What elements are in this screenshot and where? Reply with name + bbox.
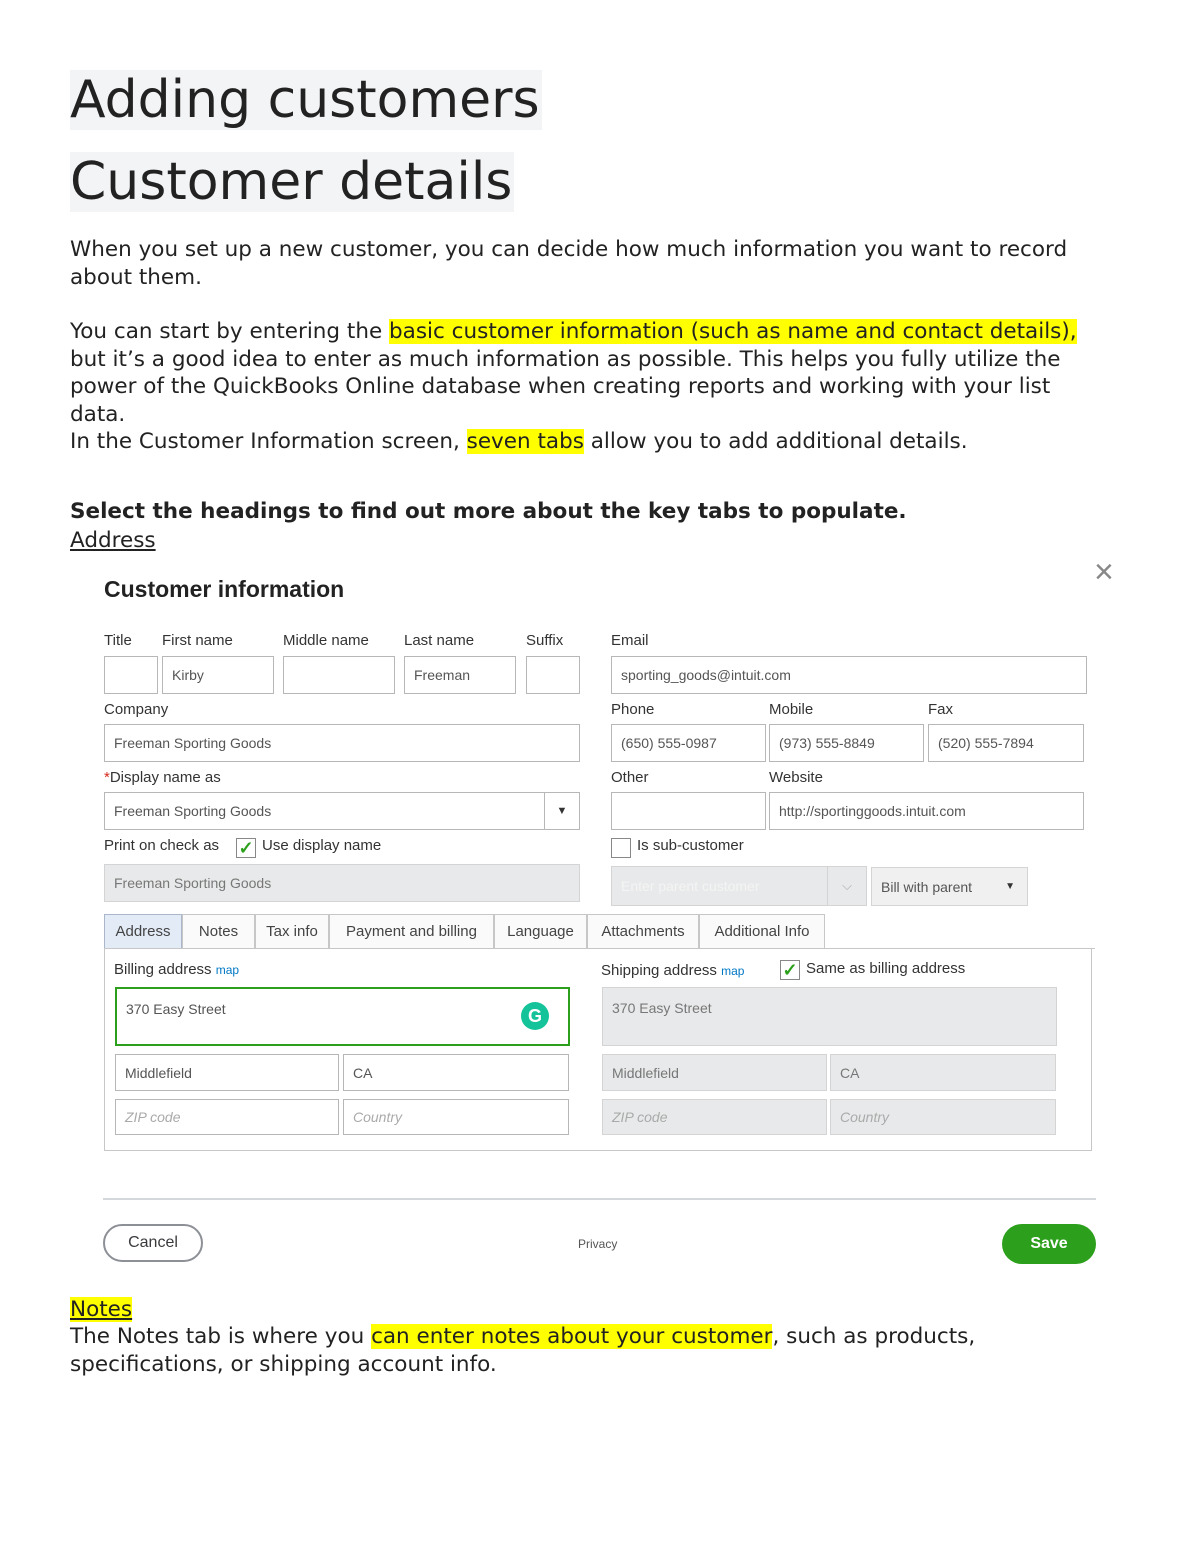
p3-text-b: allow you to add additional details.: [583, 429, 968, 454]
use-display-name-label: Use display name: [262, 837, 382, 854]
tab-tax-info[interactable]: Tax info: [255, 914, 329, 948]
sub-customer-checkbox[interactable]: [611, 838, 631, 858]
website-input[interactable]: http://sportinggoods.intuit.com: [769, 792, 1084, 830]
parent-customer-select[interactable]: [611, 866, 867, 906]
shipping-map-link[interactable]: map: [721, 964, 745, 978]
other-label: Other: [611, 769, 649, 786]
section-title: Customer details: [70, 152, 513, 212]
tab-language[interactable]: Language: [494, 914, 587, 948]
footer-divider: [103, 1198, 1096, 1200]
print-on-check-input[interactable]: Freeman Sporting Goods: [104, 864, 580, 902]
shipping-state-input[interactable]: CA: [830, 1054, 1056, 1091]
billing-state-input[interactable]: CA: [343, 1054, 569, 1091]
privacy-link[interactable]: Privacy: [578, 1237, 618, 1251]
chevron-down-icon[interactable]: ▼: [544, 793, 579, 829]
same-as-billing-label: Same as billing address: [806, 960, 966, 977]
mobile-label: Mobile: [769, 701, 814, 718]
shipping-country-input[interactable]: Country: [830, 1099, 1056, 1135]
grammarly-icon[interactable]: G: [521, 1002, 549, 1030]
basic-info-paragraph: [70, 318, 1100, 428]
billing-city-input[interactable]: Middlefield: [115, 1054, 339, 1091]
display-name-label-text: Display name as: [109, 769, 221, 786]
bill-with-parent-select[interactable]: [871, 867, 1028, 906]
dialog-title: Customer information: [104, 576, 345, 602]
email-input[interactable]: sporting_goods@intuit.com: [611, 656, 1087, 694]
page-title: Adding customers: [70, 70, 540, 130]
p2-text-a: You can start by entering the: [70, 319, 390, 344]
last-name-input[interactable]: Freeman: [404, 656, 516, 694]
billing-country-input[interactable]: Country: [343, 1099, 569, 1135]
company-label: Company: [104, 701, 169, 718]
same-as-billing-checkbox[interactable]: ✓: [780, 960, 800, 980]
company-input[interactable]: Freeman Sporting Goods: [104, 724, 580, 762]
billing-address-title: Billing address: [114, 961, 212, 978]
use-display-name-checkbox[interactable]: ✓: [236, 838, 256, 858]
tab-attachments[interactable]: Attachments: [587, 914, 699, 948]
notes-text-b: , such as products, specifications, or shipping account info.: [70, 1324, 976, 1377]
save-button[interactable]: Save: [1002, 1224, 1096, 1264]
display-name-select[interactable]: [104, 792, 580, 830]
mobile-input[interactable]: (973) 555-8849: [769, 724, 924, 762]
p3-highlight: seven tabs: [466, 429, 584, 454]
tab-address[interactable]: Address: [104, 914, 182, 948]
billing-address-label: [114, 961, 239, 978]
tabs-paragraph: [70, 428, 1100, 456]
billing-street-textarea[interactable]: [115, 987, 570, 1046]
select-headings-instruction: Select the headings to find out more about the key tabs to populate.: [70, 499, 907, 524]
billing-zip-input[interactable]: ZIP code: [115, 1099, 339, 1135]
print-on-check-label: Print on check as: [104, 837, 220, 854]
phone-label: Phone: [611, 701, 655, 718]
tab-payment-and-billing[interactable]: Payment and billing: [329, 914, 494, 948]
other-input[interactable]: [611, 792, 766, 830]
notes-paragraph: [70, 1323, 1100, 1378]
suffix-label: Suffix: [526, 632, 564, 649]
billing-map-link[interactable]: map: [215, 963, 240, 977]
close-icon[interactable]: ×: [1094, 553, 1114, 591]
p2-text-b: but it’s a good idea to enter as much information as possible. This helps you fully utilize the power of the QuickBooks Online database when creating reports and working with your list data.: [70, 346, 1061, 427]
title-label: Title: [104, 632, 132, 649]
billing-street-value: 370 Easy Street: [126, 1001, 226, 1017]
notes-heading-link[interactable]: [70, 1296, 132, 1324]
first-name-label: First name: [162, 632, 233, 649]
email-label: Email: [611, 632, 649, 649]
intro-paragraph: When you set up a new customer, you can decide how much information you want to record about them.: [70, 237, 1068, 290]
parent-customer-placeholder: Enter parent customer: [621, 878, 760, 894]
phone-input[interactable]: (650) 555-0987: [611, 724, 766, 762]
shipping-city-input[interactable]: Middlefield: [602, 1054, 827, 1091]
tab-additional-info[interactable]: Additional Info: [699, 914, 825, 948]
p3-text-a: In the Customer Information screen,: [70, 429, 467, 454]
middle-name-input[interactable]: [283, 656, 395, 694]
first-name-input[interactable]: Kirby: [162, 656, 274, 694]
fax-input[interactable]: (520) 555-7894: [928, 724, 1084, 762]
suffix-input[interactable]: [526, 656, 580, 694]
notes-heading-text[interactable]: Notes: [70, 1297, 133, 1322]
middle-name-label: Middle name: [283, 632, 369, 649]
cancel-button[interactable]: Cancel: [103, 1224, 203, 1262]
bill-with-parent-label: Bill with parent: [881, 878, 973, 895]
display-name-value: Freeman Sporting Goods: [114, 803, 272, 819]
required-marker: *: [104, 769, 110, 786]
notes-highlight: can enter notes about your customer: [371, 1324, 773, 1349]
chevron-down-icon: ▼: [1005, 881, 1015, 892]
shipping-zip-input[interactable]: ZIP code: [602, 1099, 827, 1135]
shipping-street-textarea[interactable]: 370 Easy Street: [602, 987, 1057, 1046]
notes-text-a: The Notes tab is where you: [70, 1324, 372, 1349]
address-heading-link[interactable]: Address: [70, 528, 156, 553]
sub-customer-label: Is sub-customer: [637, 837, 744, 854]
shipping-address-label: [601, 962, 744, 979]
tab-strip-line: [825, 948, 1095, 949]
website-label: Website: [769, 769, 823, 786]
last-name-label: Last name: [404, 632, 475, 649]
fax-label: Fax: [928, 701, 954, 718]
display-name-label: [104, 769, 221, 786]
tab-notes[interactable]: Notes: [182, 914, 255, 948]
chevron-down-icon[interactable]: ⌵: [827, 867, 866, 905]
p2-highlight: basic customer information (such as name and contact details),: [389, 319, 1077, 344]
customer-information-screenshot: [70, 553, 1130, 1278]
shipping-address-title: Shipping address: [601, 962, 717, 979]
title-input[interactable]: [104, 656, 158, 694]
